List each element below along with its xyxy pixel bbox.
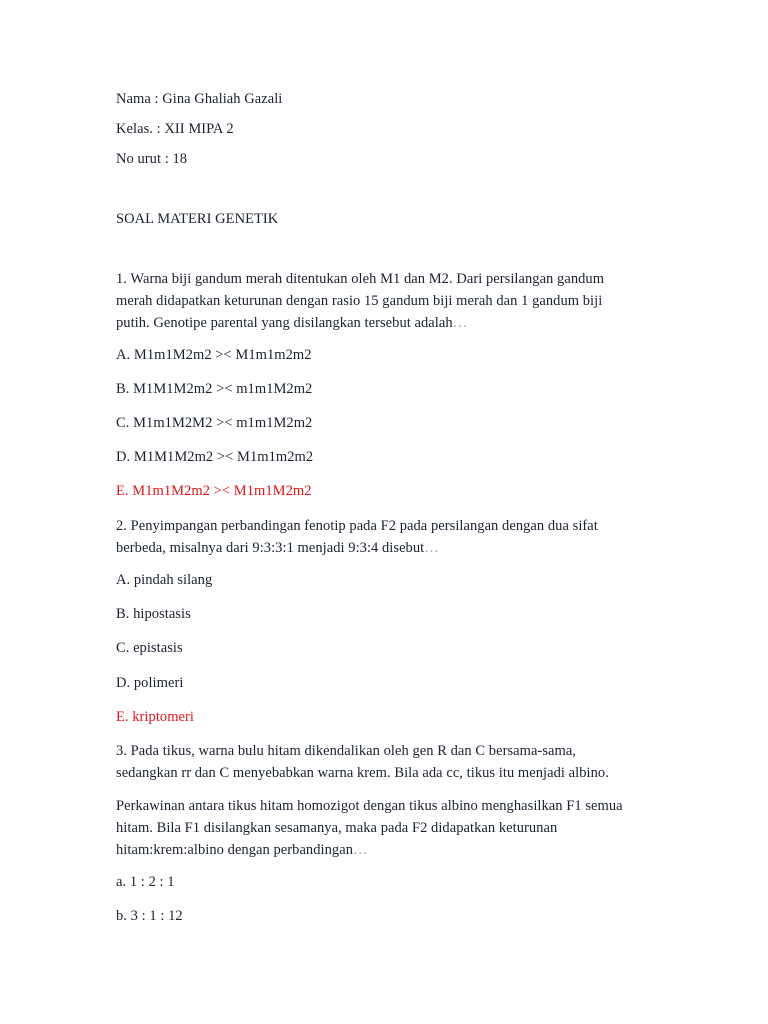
student-class: Kelas. : XII MIPA 2 bbox=[116, 121, 234, 137]
q3-p2-line-3-main: hitam:krem:albino dengan perbandingan bbox=[116, 842, 354, 858]
q1-text-line-1: 1. Warna biji gandum merah ditentukan oleh M1 dan M2. Dari persilangan gandum bbox=[116, 271, 605, 287]
q2-text-line-1: 2. Penyimpangan perbandingan fenotip pada F2 pada persilangan dengan dua sifat bbox=[116, 518, 598, 534]
q2-option-c: C. epistasis bbox=[116, 640, 183, 656]
q2-option-a: A. pindah silang bbox=[116, 572, 213, 588]
q2-text-line-2 bbox=[116, 537, 439, 559]
q3-option-b: b. 3 : 1 : 12 bbox=[116, 908, 183, 924]
q3-option-a: a. 1 : 2 : 1 bbox=[116, 874, 175, 890]
q3-text-line-1: 3. Pada tikus, warna bulu hitam dikendalikan oleh gen R dan C bersama-sama, bbox=[116, 743, 576, 759]
q1-text-line-2: merah didapatkan keturunan dengan rasio 15 gandum biji merah dan 1 gandum biji bbox=[116, 293, 603, 309]
q2-option-d: D. polimeri bbox=[116, 675, 184, 691]
q3-ellipsis: … bbox=[353, 842, 368, 858]
q2-option-e-answer: E. kriptomeri bbox=[116, 709, 194, 725]
q1-option-d: D. M1M1M2m2 >< M1m1m2m2 bbox=[116, 449, 314, 465]
document-title: SOAL MATERI GENETIK bbox=[116, 211, 279, 227]
q1-option-b: B. M1M1M2m2 >< m1m1M2m2 bbox=[116, 381, 313, 397]
q1-option-c: C. M1m1M2M2 >< m1m1M2m2 bbox=[116, 415, 313, 431]
q2-text-line-2-main: berbeda, misalnya dari 9:3:3:1 menjadi 9:3:4 disebut bbox=[116, 540, 425, 556]
q1-text-line-3 bbox=[116, 312, 467, 334]
student-name: Nama : Gina Ghaliah Gazali bbox=[116, 91, 283, 107]
q1-option-e-answer: E. M1m1M2m2 >< M1m1M2m2 bbox=[116, 483, 312, 499]
q2-option-b: B. hipostasis bbox=[116, 606, 191, 622]
q3-text-line-2: sedangkan rr dan C menyebabkan warna krem. Bila ada cc, tikus itu menjadi albino. bbox=[116, 765, 609, 781]
q3-p2-line-1: Perkawinan antara tikus hitam homozigot dengan tikus albino menghasilkan F1 semua bbox=[116, 798, 623, 814]
student-number: No urut : 18 bbox=[116, 151, 188, 167]
q2-ellipsis: … bbox=[424, 540, 439, 556]
q3-p2-line-2: hitam. Bila F1 disilangkan sesamanya, maka pada F2 didapatkan keturunan bbox=[116, 820, 558, 836]
q1-ellipsis: … bbox=[452, 315, 468, 331]
q1-text-line-3-main: putih. Genotipe parental yang disilangkan tersebut adalah bbox=[116, 315, 453, 331]
q3-p2-line-3 bbox=[116, 839, 368, 861]
q1-option-a: A. M1m1M2m2 >< M1m1m2m2 bbox=[116, 347, 312, 363]
